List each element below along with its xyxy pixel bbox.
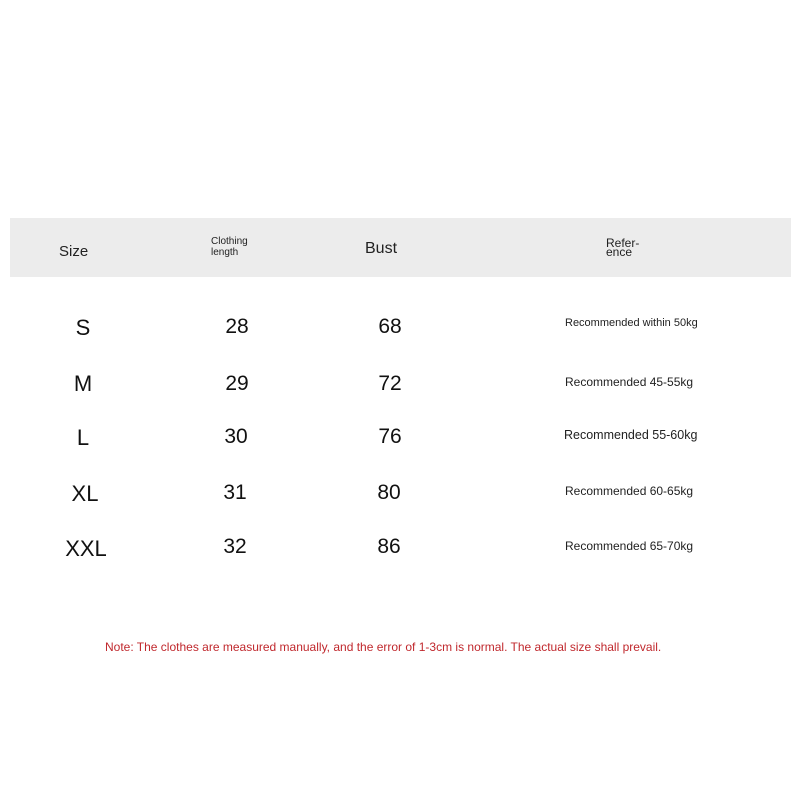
table-header-band <box>10 218 791 277</box>
row-xxl-bust: 86 <box>377 535 401 558</box>
row-s-bust: 68 <box>378 315 402 338</box>
row-s-length: 28 <box>225 315 249 338</box>
row-l-size: L <box>76 425 90 450</box>
row-s-reference: Recommended within 50kg <box>565 317 698 329</box>
row-xl-reference: Recommended 60-65kg <box>565 484 694 498</box>
header-bust: Bust <box>365 240 398 257</box>
header-reference: Refer- ence <box>606 236 640 259</box>
row-s-size: S <box>75 315 91 340</box>
row-l-reference: Recommended 55-60kg <box>564 428 698 442</box>
row-m-length: 29 <box>225 372 249 395</box>
row-xxl-reference: Recommended 65-70kg <box>565 539 694 553</box>
measurement-note: Note: The clothes are measured manually, and the error of 1-3cm is normal. The actual size shall prevail. <box>105 640 662 654</box>
header-size: Size <box>59 243 89 260</box>
row-m-reference: Recommended 45-55kg <box>565 375 694 389</box>
row-xl-bust: 80 <box>377 481 401 504</box>
row-m-size: M <box>73 371 93 396</box>
row-m-bust: 72 <box>378 372 402 395</box>
header-clothing-length: Clothing length <box>211 236 248 258</box>
row-xl-size: XL <box>71 481 99 506</box>
row-xl-length: 31 <box>223 481 247 504</box>
row-xxl-length: 32 <box>223 535 247 558</box>
row-l-bust: 76 <box>378 425 402 448</box>
row-xxl-size: XXL <box>65 536 107 561</box>
row-l-length: 30 <box>224 425 248 448</box>
